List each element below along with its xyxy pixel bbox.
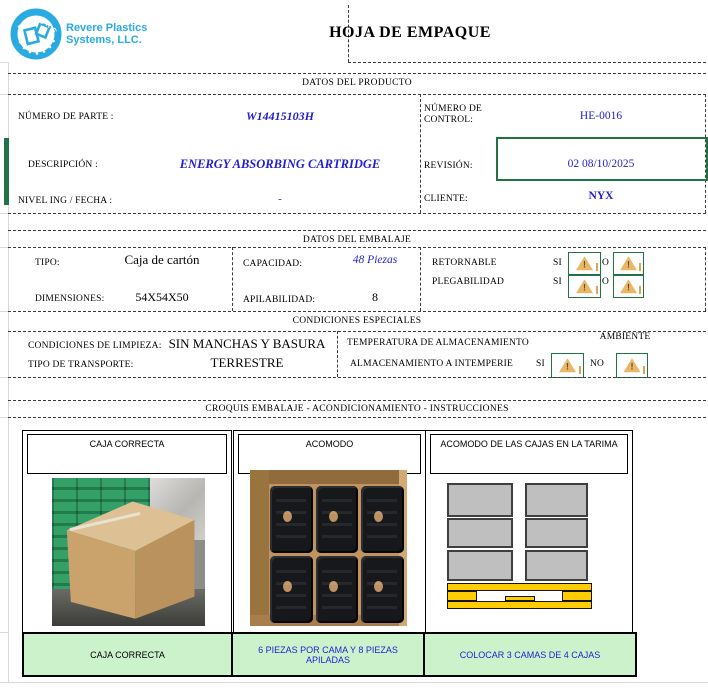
header-bottom-border <box>348 62 706 63</box>
returnable-no-label: O <box>602 258 610 268</box>
band-border <box>8 247 706 248</box>
warning-bar-icon <box>579 366 581 374</box>
warning-bar-icon <box>639 263 641 271</box>
storage-temperature-value: AMBIENTE <box>599 332 651 342</box>
box-diagram <box>447 550 513 581</box>
gridline <box>0 377 8 378</box>
outdoor-yes-label: SI <box>536 359 545 369</box>
carton-left-flap <box>250 470 269 626</box>
logo-name-line2: Systems, LLC. <box>66 34 142 46</box>
section-title-producto: DATOS DEL PRODUCTO <box>302 78 412 88</box>
svg-text:REVERE: REVERE <box>17 17 59 37</box>
left-green-accent-bar <box>4 138 9 205</box>
plastic-part <box>270 486 312 553</box>
warning-icon <box>620 256 637 270</box>
warning-icon <box>576 279 593 293</box>
box-diagram <box>447 483 513 517</box>
revere-logo-emblem <box>10 8 62 60</box>
section-border <box>8 213 706 214</box>
outdoor-no-label: NO <box>590 359 605 369</box>
plastic-part <box>316 556 358 623</box>
warning-icon <box>559 358 576 372</box>
warning-icon <box>620 279 637 293</box>
transport-type-label: TIPO DE TRANSPORTE: <box>28 360 134 370</box>
caption2-text: 6 PIEZAS POR CAMA Y 8 PIEZAS APILADAS <box>258 644 398 665</box>
carton-top-flap <box>250 470 407 484</box>
eng-level-value: - <box>278 193 282 205</box>
caption-tarima <box>423 632 637 677</box>
band-border <box>8 417 706 418</box>
cleaning-conditions-label: CONDICIONES DE LIMPIEZA: <box>28 341 162 351</box>
type-label: TIPO: <box>35 258 60 268</box>
gridline <box>0 94 8 95</box>
stackability-label: APILABILIDAD: <box>243 295 316 305</box>
caption3-text: COLOCAR 3 CAMAS DE 4 CAJAS <box>459 649 601 660</box>
column-divider <box>337 331 338 377</box>
foldability-label: PLEGABILIDAD <box>432 277 505 287</box>
plastic-part <box>316 486 358 553</box>
storage-temperature-label: TEMPERATURA DE ALMACENAMIENTO <box>347 338 529 348</box>
dimensions-label: DIMENSIONES: <box>35 294 105 304</box>
control-number-label-line1: NÚMERO DE <box>424 104 483 114</box>
foldability-no-label: O <box>602 277 610 287</box>
column-divider <box>232 247 233 311</box>
warning-bar-icon <box>639 286 641 294</box>
warning-icon <box>624 358 641 372</box>
box-diagram <box>525 550 588 581</box>
type-value: Caja de cartón <box>124 252 200 267</box>
panel1-header-box <box>27 434 227 474</box>
logo-wordmark <box>66 22 147 46</box>
pallet-block <box>447 591 477 601</box>
panel2-header-box <box>238 434 421 474</box>
control-number-label-line2: CONTROL: <box>424 115 474 125</box>
outdoor-no-checkbox <box>616 353 648 378</box>
logo-circle-icon <box>10 8 62 60</box>
pallet-bottom-deck <box>447 601 592 609</box>
plastic-part <box>270 556 312 623</box>
gridline <box>0 213 8 214</box>
section-title-croquis: CROQUIS EMBALAJE - ACONDICIONAMIENTO - INSTRUCCIONES <box>205 404 509 414</box>
gridline <box>0 62 8 63</box>
dimensions-value: 54X54X50 <box>135 290 189 304</box>
outdoor-storage-label: ALMACENAMIENTO A INTEMPERIE <box>350 359 514 369</box>
returnable-no-checkbox <box>613 252 644 275</box>
page-title: HOJA DE EMPAQUE <box>329 24 491 41</box>
cleaning-conditions-value: SIN MANCHAS Y BASURA <box>168 336 326 351</box>
capacity-value: 48 Piezas <box>352 254 398 266</box>
section-title-embalaje: DATOS DEL EMBALAJE <box>302 235 412 245</box>
part-number-label: NÚMERO DE PARTE : <box>18 112 114 122</box>
panel3-header-box <box>430 434 628 474</box>
pallet-top-deck <box>447 583 592 591</box>
box-diagram <box>447 518 513 548</box>
right-border <box>705 247 706 311</box>
stackability-value: 8 <box>372 290 378 304</box>
revision-value: 02 08/10/2025 <box>567 158 635 170</box>
section-title-condiciones: CONDICIONES ESPECIALES <box>292 316 422 326</box>
eng-level-label: NIVEL ING / FECHA : <box>18 196 113 206</box>
warning-bar-icon <box>643 366 645 374</box>
column-divider <box>420 94 421 213</box>
foldability-no-checkbox <box>613 275 644 298</box>
logo-name-line1: Revere Plastics <box>66 22 148 34</box>
pallet-block <box>562 591 592 601</box>
gridline <box>0 417 8 418</box>
gridline <box>0 632 8 633</box>
section-border <box>8 311 706 312</box>
foldability-yes-label: SI <box>553 277 562 287</box>
returnable-yes-label: SI <box>553 258 562 268</box>
panel1-header: CAJA CORRECTA <box>89 439 165 449</box>
client-value: NYX <box>588 190 614 202</box>
box-diagram <box>525 483 588 517</box>
caption1-text: CAJA CORRECTA <box>90 649 165 660</box>
cardboard-box-illustration <box>64 490 196 620</box>
part-number-value: W14415103H <box>245 109 314 123</box>
caption-acomodo <box>231 632 425 677</box>
gridline <box>0 247 8 248</box>
plastic-part <box>361 486 403 553</box>
panel3-header: ACOMODO DE LAS CAJAS EN LA TARIMA <box>440 439 618 449</box>
control-number-value: HE-0016 <box>579 110 623 122</box>
caption-caja-correcta <box>22 632 233 677</box>
band-border <box>8 73 706 74</box>
warning-icon <box>576 256 593 270</box>
column-divider <box>420 247 421 311</box>
returnable-yes-checkbox <box>568 252 601 275</box>
warning-bar-icon <box>596 286 598 294</box>
returnable-label: RETORNABLE <box>432 258 497 268</box>
panel2-header: ACOMODO <box>305 439 354 449</box>
gridline <box>0 682 708 683</box>
plastic-part <box>361 556 403 623</box>
section-border <box>8 377 706 378</box>
gridline <box>0 311 8 312</box>
warning-bar-icon <box>596 263 598 271</box>
description-value: ENERGY ABSORBING CARTRIDGE <box>179 157 381 171</box>
box-diagram <box>525 518 588 548</box>
description-label: DESCRIPCIÓN : <box>28 160 98 170</box>
band-border <box>8 94 706 95</box>
outdoor-yes-checkbox <box>551 353 584 378</box>
pallet-diagram <box>433 475 618 615</box>
band-border <box>8 230 706 231</box>
foldability-yes-checkbox <box>568 275 601 298</box>
photo-parts-arrangement <box>250 470 407 626</box>
revision-label: REVISIÓN: <box>424 161 473 171</box>
transport-type-value: TERRESTRE <box>210 355 284 370</box>
photo-correct-box <box>52 478 205 626</box>
capacity-label: CAPACIDAD: <box>243 259 303 269</box>
band-border <box>8 400 706 401</box>
client-label: CLIENTE: <box>424 194 468 204</box>
